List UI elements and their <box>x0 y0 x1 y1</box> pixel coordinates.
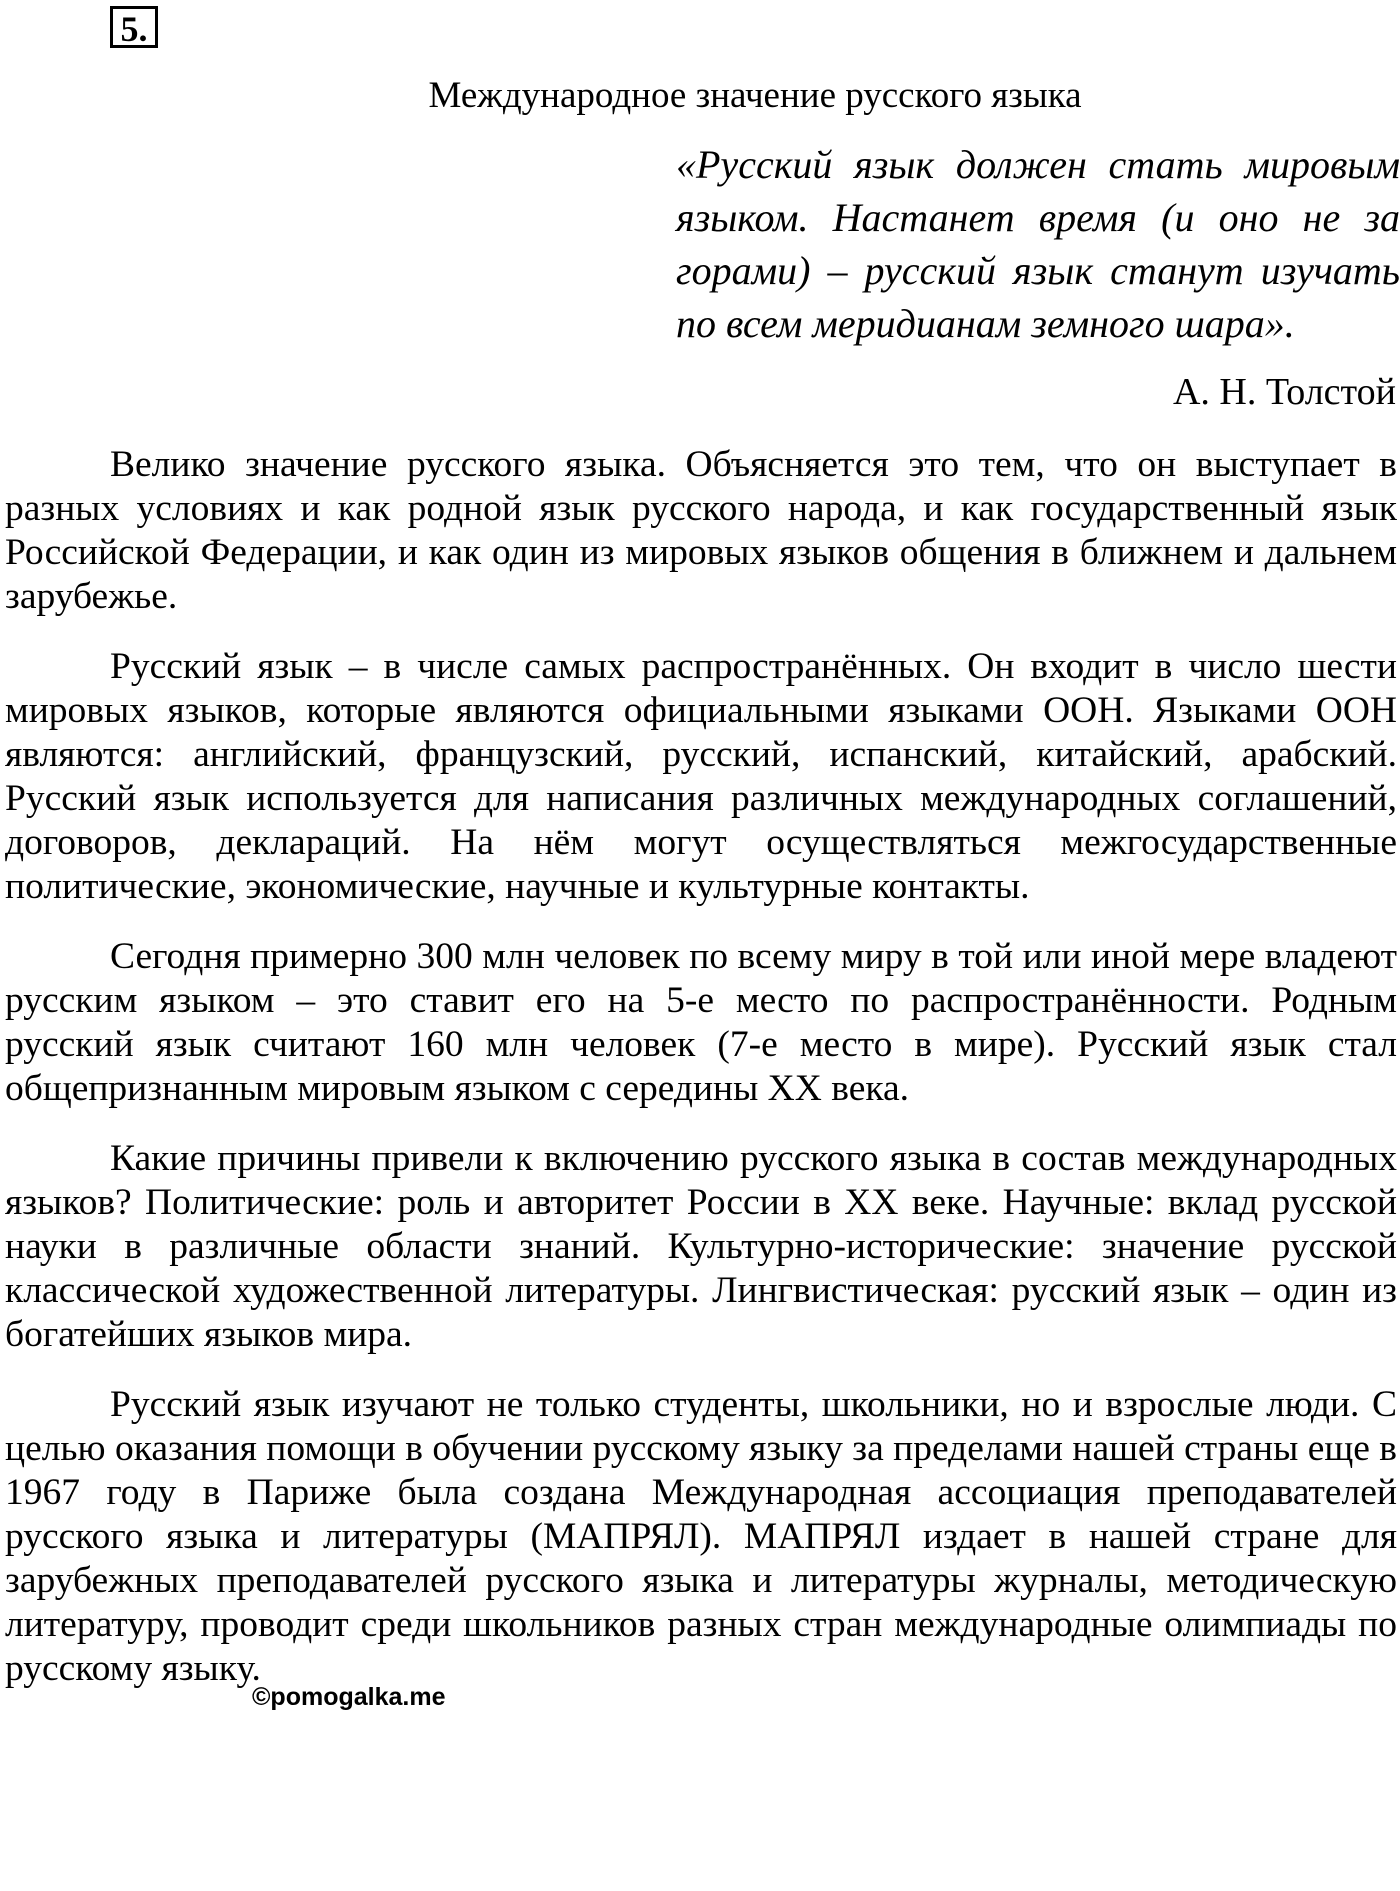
paragraph-5: Русский язык изучают не только студенты, школьники, но и взрослые люди. С целью оказания помощи в обучении русскому языку за пределами нашей страны еще в 1967 году в Париже была создана Международная ассоциация преподавателей русского языка и литературы (МАПРЯЛ). МАПРЯЛ издает в нашей стране для зарубежных преподавателей русского языка и литературы журналы, методическую литературу, проводит среди школьников разных стран международные олимпиады по русскому языку. <box>5 1384 1397 1689</box>
epigraph-quote: «Русский язык должен стать мировым языком. Настанет время (и оно не за горами) – русский язык станут изучать по всем меридианам земного шара». <box>676 142 1400 346</box>
paragraph-4: Какие причины привели к включению русского языка в состав международных языков? Политические: роль и авторитет России в XX веке. Научные: вклад русской науки в различные области знаний. Культурно-исторические: значение русской классической художественной литературы. Лингвистическая: русский язык – один из богатейших языков мира. <box>5 1138 1397 1355</box>
document-title: Международное значение русского языка <box>428 75 1082 116</box>
epigraph-author: А. Н. Толстой <box>1172 371 1396 413</box>
paragraph-1: Велико значение русского языка. Объясняется это тем, что он выступает в разных условиях и как родной язык русского народа, и как государственный язык Российской Федерации, и как один из мировых языков общения в ближнем и дальнем зарубежье. <box>5 444 1397 617</box>
paragraph-3: Сегодня примерно 300 млн человек по всему миру в той или иной мере владеют русским языком – это ставит его на 5-е место по распространённости. Родным русский язык считают 160 млн человек (7-е место в мире). Русский язык стал общепризнанным мировым языком с середины XX века. <box>5 936 1397 1109</box>
task-number-box: 5. <box>110 6 158 48</box>
paragraph-2: Русский язык – в числе самых распространённых. Он входит в число шести мировых языков, которые являются официальными языками ООН. Языками ООН являются: английский, французский, русский, испанский, китайский, арабский. Русский язык используется для написания различных международных соглашений, договоров, деклараций. На нём могут осуществляться межгосударственные политические, экономические, научные и культурные контакты. <box>5 646 1397 907</box>
body-text <box>5 443 1397 1717</box>
watermark: ©pomogalka.me <box>252 1683 446 1711</box>
